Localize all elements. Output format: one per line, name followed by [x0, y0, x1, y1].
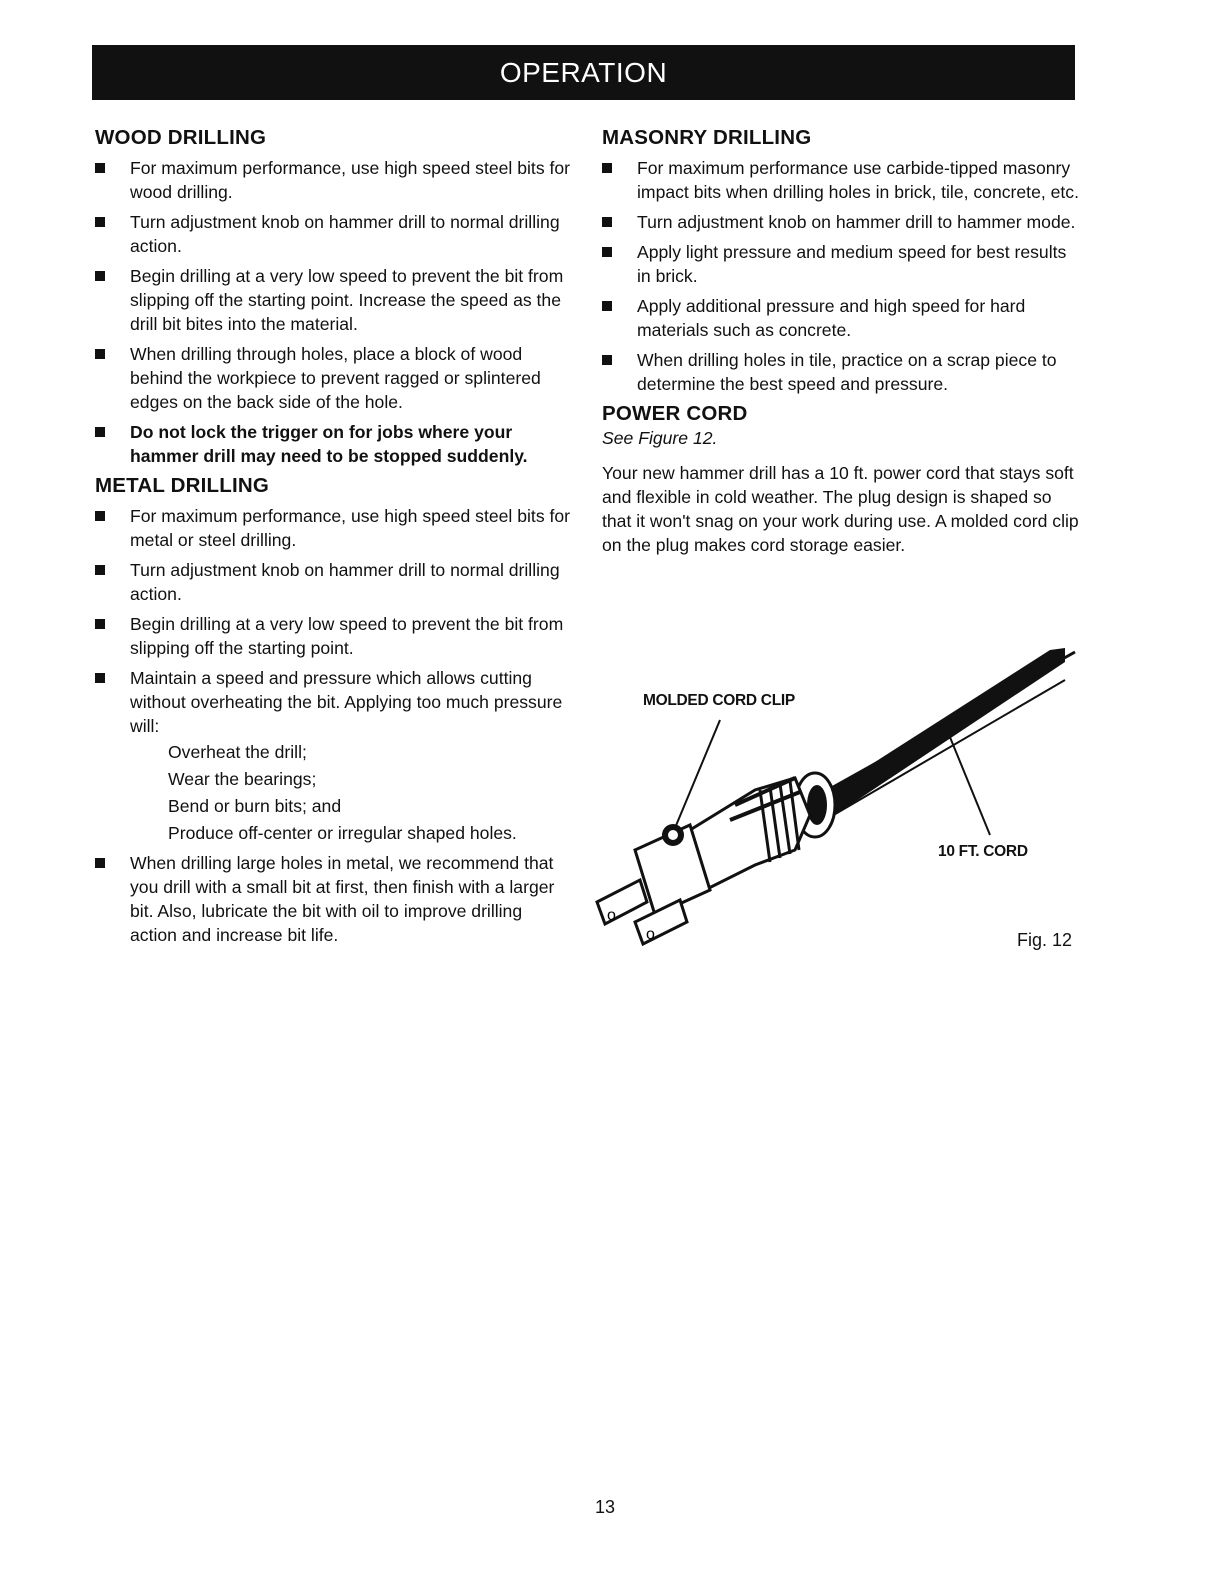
- cord-length-label: 10 FT. CORD: [938, 843, 1028, 860]
- sublist-item: Bend or burn bits; and: [168, 796, 342, 816]
- strain-relief-core: [807, 785, 827, 825]
- list-item: Apply additional pressure and high speed for hard materials such as concrete.: [602, 294, 1080, 342]
- list-item: Begin drilling at a very low speed to prevent the bit from slipping off the starting point. Increase the speed as the drill bit bites into the material.: [95, 264, 573, 336]
- list-item: For maximum performance, use high speed steel bits for wood drilling.: [95, 156, 573, 204]
- molded-cord-clip-label: MOLDED CORD CLIP: [643, 692, 795, 709]
- warning-list-item: Do not lock the trigger on for jobs where your hammer drill may need to be stopped suddenly.: [95, 420, 573, 468]
- bullet-square-icon: [95, 271, 105, 281]
- list-item: For maximum performance, use high speed steel bits for metal or steel drilling.: [95, 504, 573, 552]
- prong-hole-mark: o: [646, 926, 655, 943]
- page-number: 13: [594, 1497, 616, 1517]
- list-item: Turn adjustment knob on hammer drill to normal drilling action.: [95, 558, 573, 606]
- metal-drilling-heading: METAL DRILLING: [95, 474, 269, 497]
- list-item: Turn adjustment knob on hammer drill to hammer mode.: [602, 210, 1080, 234]
- figure-caption: Fig. 12: [1017, 930, 1073, 950]
- clip-leader-line: [675, 720, 720, 828]
- masonry-drilling-heading: MASONRY DRILLING: [602, 126, 812, 149]
- bullet-square-icon: [95, 511, 105, 521]
- wood-drilling-list: [95, 156, 573, 468]
- figure-reference: See Figure 12.: [602, 428, 718, 448]
- figure-12: [595, 640, 1085, 960]
- list-item: When drilling through holes, place a block of wood behind the workpiece to prevent ragged or splintered edges on the back side of the hole.: [95, 342, 573, 414]
- bullet-square-icon: [602, 163, 612, 173]
- masonry-drilling-list: [602, 156, 1080, 396]
- list-item: For maximum performance use carbide-tipped masonry impact bits when drilling holes in brick, tile, concrete, etc.: [602, 156, 1080, 204]
- bullet-square-icon: [95, 427, 105, 437]
- bullet-square-icon: [95, 858, 105, 868]
- section-title: OPERATION: [499, 56, 668, 88]
- bullet-square-icon: [602, 355, 612, 365]
- list-item: Apply light pressure and medium speed for best results in brick.: [602, 240, 1080, 288]
- pressure-effects-list: [168, 740, 573, 845]
- bullet-square-icon: [95, 349, 105, 359]
- power-plug-illustration: [595, 640, 1085, 960]
- bullet-square-icon: [95, 163, 105, 173]
- left-column: [95, 126, 573, 953]
- power-cord-shape: [800, 648, 1065, 825]
- list-item: When drilling large holes in metal, we recommend that you drill with a small bit at first, then finish with a larger bit. Also, lubricate the bit with oil to improve drilling action and increase bit life.: [95, 851, 573, 947]
- bullet-square-icon: [95, 217, 105, 227]
- cord-clip-hole: [668, 830, 678, 840]
- bullet-square-icon: [95, 565, 105, 575]
- section-header: [92, 45, 1075, 100]
- plug-prong: [597, 880, 647, 924]
- metal-drilling-list: [95, 504, 573, 947]
- list-item: Begin drilling at a very low speed to prevent the bit from slipping off the starting point.: [95, 612, 573, 660]
- cord-edge-line: [825, 680, 1065, 820]
- bullet-square-icon: [95, 619, 105, 629]
- bullet-square-icon: [95, 673, 105, 683]
- prong-hole-mark: o: [607, 907, 616, 924]
- cord-edge-line: [810, 652, 1075, 800]
- bullet-square-icon: [602, 247, 612, 257]
- list-item: When drilling holes in tile, practice on a scrap piece to determine the best speed and pressure.: [602, 348, 1080, 396]
- sublist-item: Wear the bearings;: [168, 769, 317, 789]
- power-cord-paragraph: Your new hammer drill has a 10 ft. power cord that stays soft and flexible in cold weather. The plug design is shaped so that it won't snag on your work during use. A molded cord clip on the plug makes cord storage easier.: [602, 463, 1079, 555]
- sublist-item: Overheat the drill;: [168, 742, 307, 762]
- power-cord-heading: POWER CORD: [602, 402, 748, 425]
- list-item: Maintain a speed and pressure which allows cutting without overheating the bit. Applying too much pressure will: Overheat the drill; Wear the bearings; Bend or burn bits; and Produce off-center or irregular shaped holes.: [95, 666, 573, 845]
- right-column: [602, 126, 1080, 557]
- wood-drilling-heading: WOOD DRILLING: [95, 126, 267, 149]
- bullet-square-icon: [602, 217, 612, 227]
- cord-leader-line: [945, 725, 990, 835]
- sublist-item: Produce off-center or irregular shaped holes.: [168, 823, 517, 843]
- list-item: Turn adjustment knob on hammer drill to normal drilling action.: [95, 210, 573, 258]
- bullet-square-icon: [602, 301, 612, 311]
